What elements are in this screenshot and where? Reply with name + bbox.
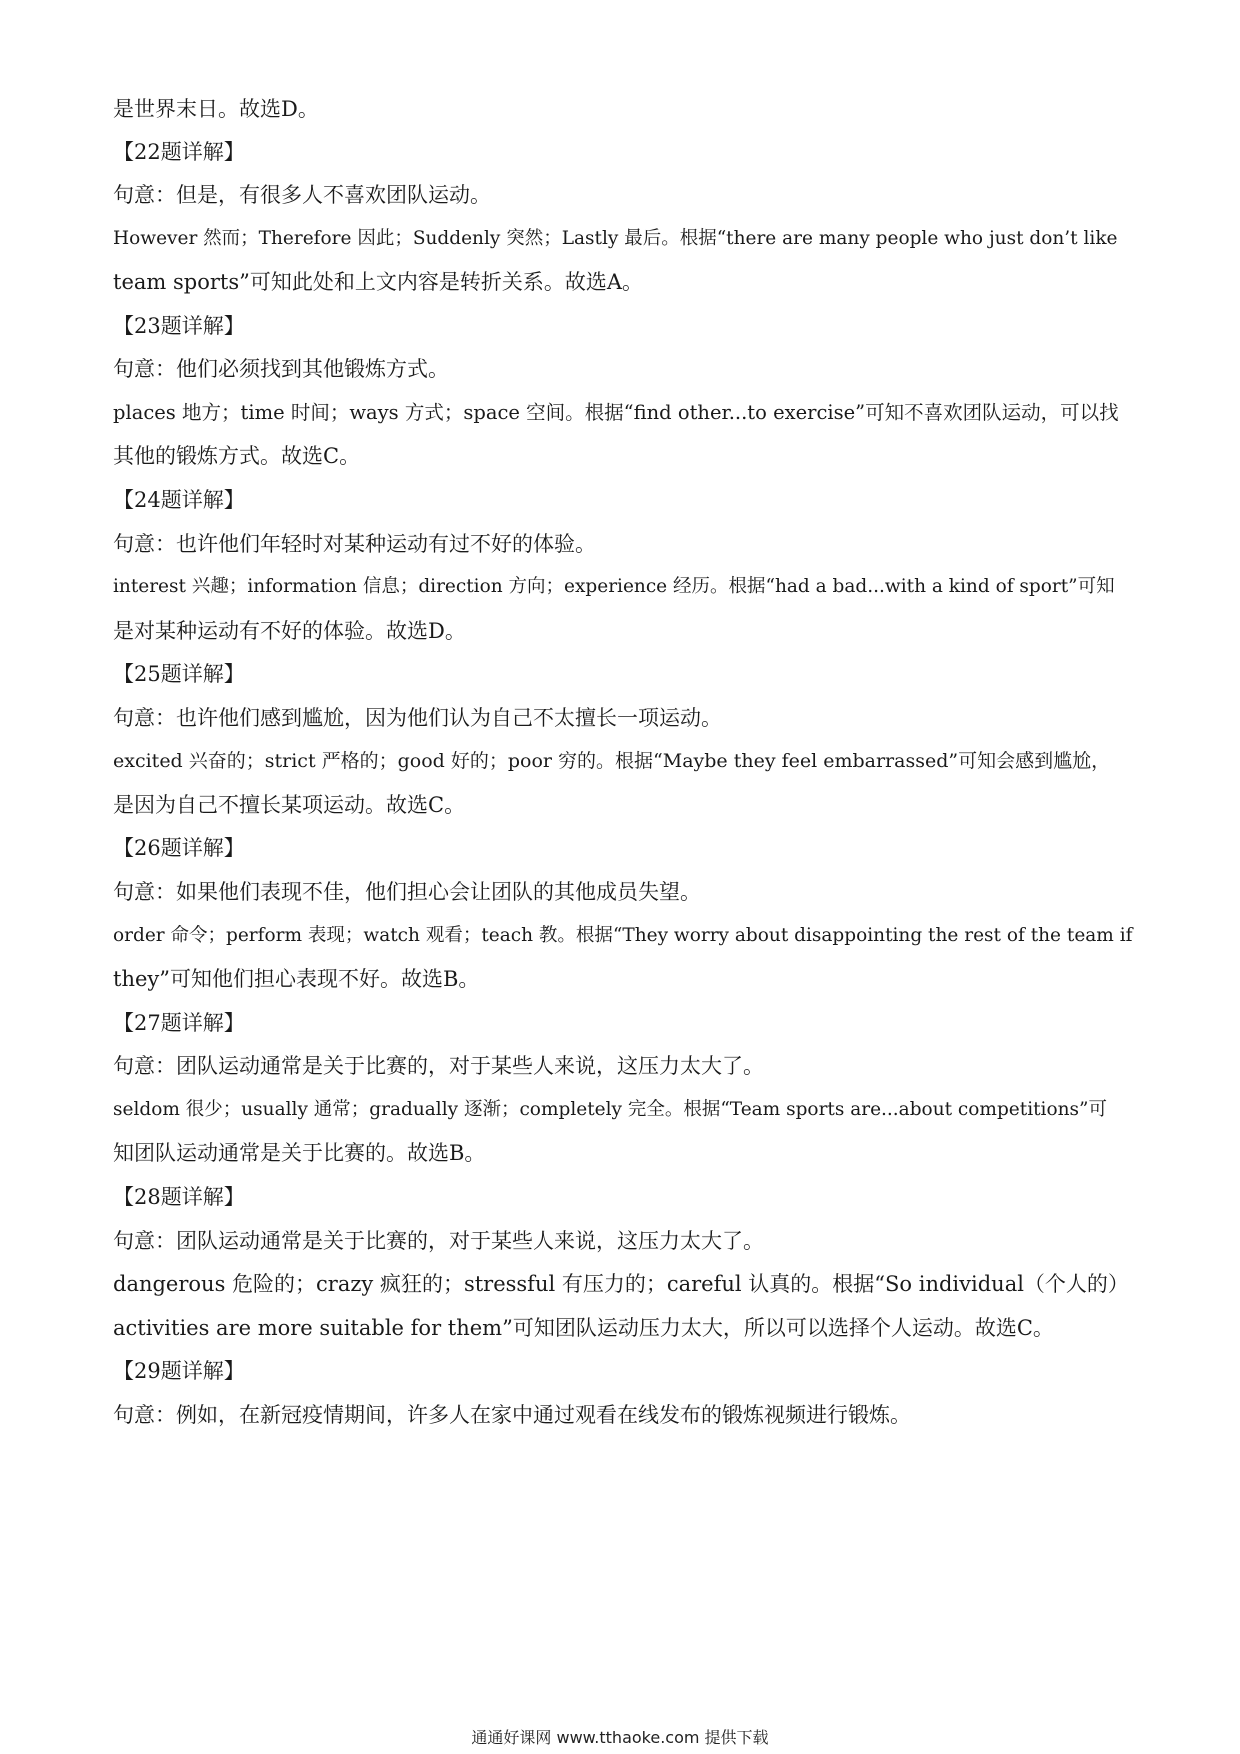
text-line: places 地方；time 时间；ways 方式；space 空间。根据“find other...to exercise”可知不喜欢团队运动，可以找 <box>113 401 1119 424</box>
question-heading: 【25题详解】 <box>113 662 245 686</box>
text-line: 句意：例如，在新冠疫情期间，许多人在家中通过观看在线发布的锻炼视频进行锻炼。 <box>113 1403 911 1427</box>
question-heading: 【27题详解】 <box>113 1011 245 1035</box>
text-line: 知团队运动通常是关于比赛的。故选B。 <box>113 1141 486 1165</box>
text-line: interest 兴趣；information 信息；direction 方向；experience 经历。根据“had a bad...with a kind of sport”可知 <box>113 576 1115 597</box>
text-line: 句意：但是，有很多人不喜欢团队运动。 <box>113 183 491 207</box>
text-line: activities are more suitable for them”可知团队运动压力太大，所以可以选择个人运动。故选C。 <box>113 1316 1054 1340</box>
text-line: 句意：团队运动通常是关于比赛的，对于某些人来说，这压力太大了。 <box>113 1229 764 1253</box>
text-line: 句意：也许他们年轻时对某种运动有过不好的体验。 <box>113 532 596 556</box>
text-line: excited 兴奋的；strict 严格的；good 好的；poor 穷的。根据“Maybe they feel embarrassed”可知会感到尴尬， <box>113 750 1111 772</box>
text-line: 是因为自己不擅长某项运动。故选C。 <box>113 793 466 817</box>
text-line: 是世界末日。故选D。 <box>113 97 319 121</box>
text-line: 句意：如果他们表现不佳，他们担心会让团队的其他成员失望。 <box>113 880 701 904</box>
text-line: 句意：他们必须找到其他锻炼方式。 <box>113 357 449 381</box>
question-heading: 【28题详解】 <box>113 1185 245 1209</box>
text-line: team sports”可知此处和上文内容是转折关系。故选A。 <box>113 270 643 294</box>
text-line: 其他的锻炼方式。故选C。 <box>113 444 361 468</box>
text-line: they”可知他们担心表现不好。故选B。 <box>113 967 480 991</box>
question-heading: 【26题详解】 <box>113 836 245 860</box>
question-heading: 【24题详解】 <box>113 488 245 512</box>
text-line: 是对某种运动有不好的体验。故选D。 <box>113 619 466 643</box>
text-line: seldom 很少；usually 通常；gradually 逐渐；completely 完全。根据“Team sports are...about competitions”可 <box>113 1099 1107 1120</box>
text-line: However 然而；Therefore 因此；Suddenly 突然；Lastly 最后。根据“there are many people who just don’t like <box>113 228 1118 249</box>
text-line: dangerous 危险的；crazy 疯狂的；stressful 有压力的；careful 认真的。根据“So individual（个人的） <box>113 1272 1129 1296</box>
question-heading: 【29题详解】 <box>113 1359 245 1383</box>
question-heading: 【23题详解】 <box>113 314 245 338</box>
question-heading: 【22题详解】 <box>113 140 245 164</box>
text-line: order 命令；perform 表现；watch 观看；teach 教。根据“They worry about disappointing the rest of the team if <box>113 925 1133 946</box>
page-footer: 通通好课网 www.tthaoke.com 提供下载 <box>471 1728 769 1747</box>
text-line: 句意：也许他们感到尴尬，因为他们认为自己不太擅长一项运动。 <box>113 706 722 730</box>
text-line: 句意：团队运动通常是关于比赛的，对于某些人来说，这压力太大了。 <box>113 1054 764 1078</box>
